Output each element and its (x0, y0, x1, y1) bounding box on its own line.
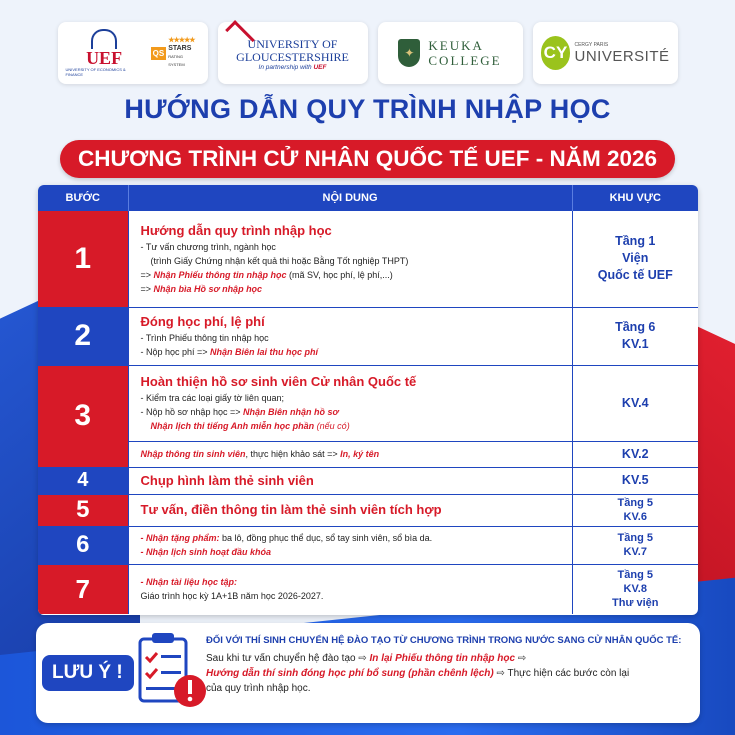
step-content: Nhập thông tin sinh viên, thực hiện khảo sát => In, ký tên (128, 441, 572, 467)
step-number: 5 (38, 494, 128, 526)
table-header-row (38, 185, 698, 211)
page-title: HƯỚNG DẪN QUY TRÌNH NHẬP HỌC (124, 94, 611, 124)
table-row (38, 211, 698, 307)
step-content: - Nhận tài liệu học tập: Giáo trình học kỳ 1A+1B năm học 2026-2027. (128, 564, 572, 614)
admission-steps-table (38, 185, 698, 615)
header-step: BƯỚC (38, 185, 128, 211)
step-content: Chụp hình làm thẻ sinh viên (128, 467, 572, 494)
step-area: Tầng 5 KV.8 Thư viện (612, 569, 659, 610)
table-row (38, 467, 698, 494)
step-number: 2 (38, 307, 128, 365)
uef-tower-icon (91, 29, 117, 49)
step-number: 3 (38, 365, 128, 467)
cy-logo: CY CERGY PARIS UNIVERSITÉ (533, 22, 678, 84)
table-row (38, 494, 698, 526)
header-area: KHU VỰC (572, 185, 698, 211)
step-content: Tư vấn, điền thông tin làm thẻ sinh viên tích hợp (128, 494, 572, 526)
step-area: Tầng 6 KV.1 (572, 307, 698, 365)
note-badge: LƯU Ý ! (42, 655, 134, 691)
step-content: - Nhận tặng phẩm: ba lô, đồng phục thể dục, sổ tay sinh viên, sổ bìa da. - Nhận lịch sinh hoạt đầu khóa (128, 526, 572, 564)
step-area: KV.2 (572, 441, 698, 467)
table-row (38, 365, 698, 441)
step-area: Tầng 5 KV.6 (572, 494, 698, 526)
step-area: KV.5 (572, 467, 698, 494)
step-number: 7 (38, 564, 128, 614)
step-content: Hướng dẫn quy trình nhập học - Tư vấn chương trình, ngành học (trình Giấy Chứng nhận kết quả thi hoặc Bằng Tốt nghiệp THPT) => Nhận Phiếu thông tin nhập học (mã SV, học phí, lệ phí,...) => Nhận bìa Hồ sơ nhập học (128, 211, 572, 307)
clipboard-warning-icon (134, 629, 212, 717)
step-number: 6 (38, 526, 128, 564)
qs-stars-badge: QS ★★★★★ STARS RATING SYSTEM (152, 37, 195, 67)
step-area: Tầng 5 KV.7 (572, 526, 698, 564)
uef-logo: UEF UNIVERSITY OF ECONOMICS & FINANCE QS ★★★★★ STARS RATING SYSTEM (58, 22, 208, 84)
partner-logos (0, 22, 735, 84)
step-content: Đóng học phí, lệ phí - Trình Phiếu thông tin nhập học - Nộp học phí => Nhận Biên lai thu học phí (128, 307, 572, 365)
page-subtitle: CHƯƠNG TRÌNH CỬ NHÂN QUỐC TẾ UEF - NĂM 2026 (60, 140, 675, 178)
gloucestershire-logo: UNIVERSITY OF GLOUCESTERSHIRE In partnership with UEF (218, 22, 368, 84)
step-area: Tầng 1 Viện Quốc tế UEF (572, 211, 698, 307)
step-number: 4 (38, 467, 128, 494)
table-row (38, 307, 698, 365)
header-content: NỘI DUNG (128, 185, 572, 211)
keuka-logo: ✦ KEUKA COLLEGE (378, 22, 523, 84)
step-number: 1 (38, 211, 128, 307)
table-row (38, 526, 698, 564)
table-row (38, 564, 698, 614)
note-text: ĐỐI VỚI THÍ SINH CHUYỂN HỆ ĐÀO TẠO TỪ CHƯƠNG TRÌNH TRONG NƯỚC SANG CỬ NHÂN QUỐC TẾ: Sau khi tư vấn chuyển hệ đào tạo ⇨ In lại Phiếu thông tin nhập học ⇨ Hướng dẫn thí sinh đóng học phí bổ sung (phần chênh lệch) ⇨ Thực hiện các bước còn lại của quy trình nhập học. (206, 635, 682, 694)
step-content: Hoàn thiện hồ sơ sinh viên Cử nhân Quốc tế - Kiểm tra các loại giấy tờ liên quan; - Nộp hồ sơ nhập học => Nhận Biên nhận hồ sơ Nhận lịch thi tiếng Anh miễn học phần (nếu có) (128, 365, 572, 441)
note-card (36, 623, 700, 723)
step-area: KV.4 (572, 365, 698, 441)
shield-icon: ✦ (398, 39, 420, 67)
table-row (38, 441, 698, 467)
